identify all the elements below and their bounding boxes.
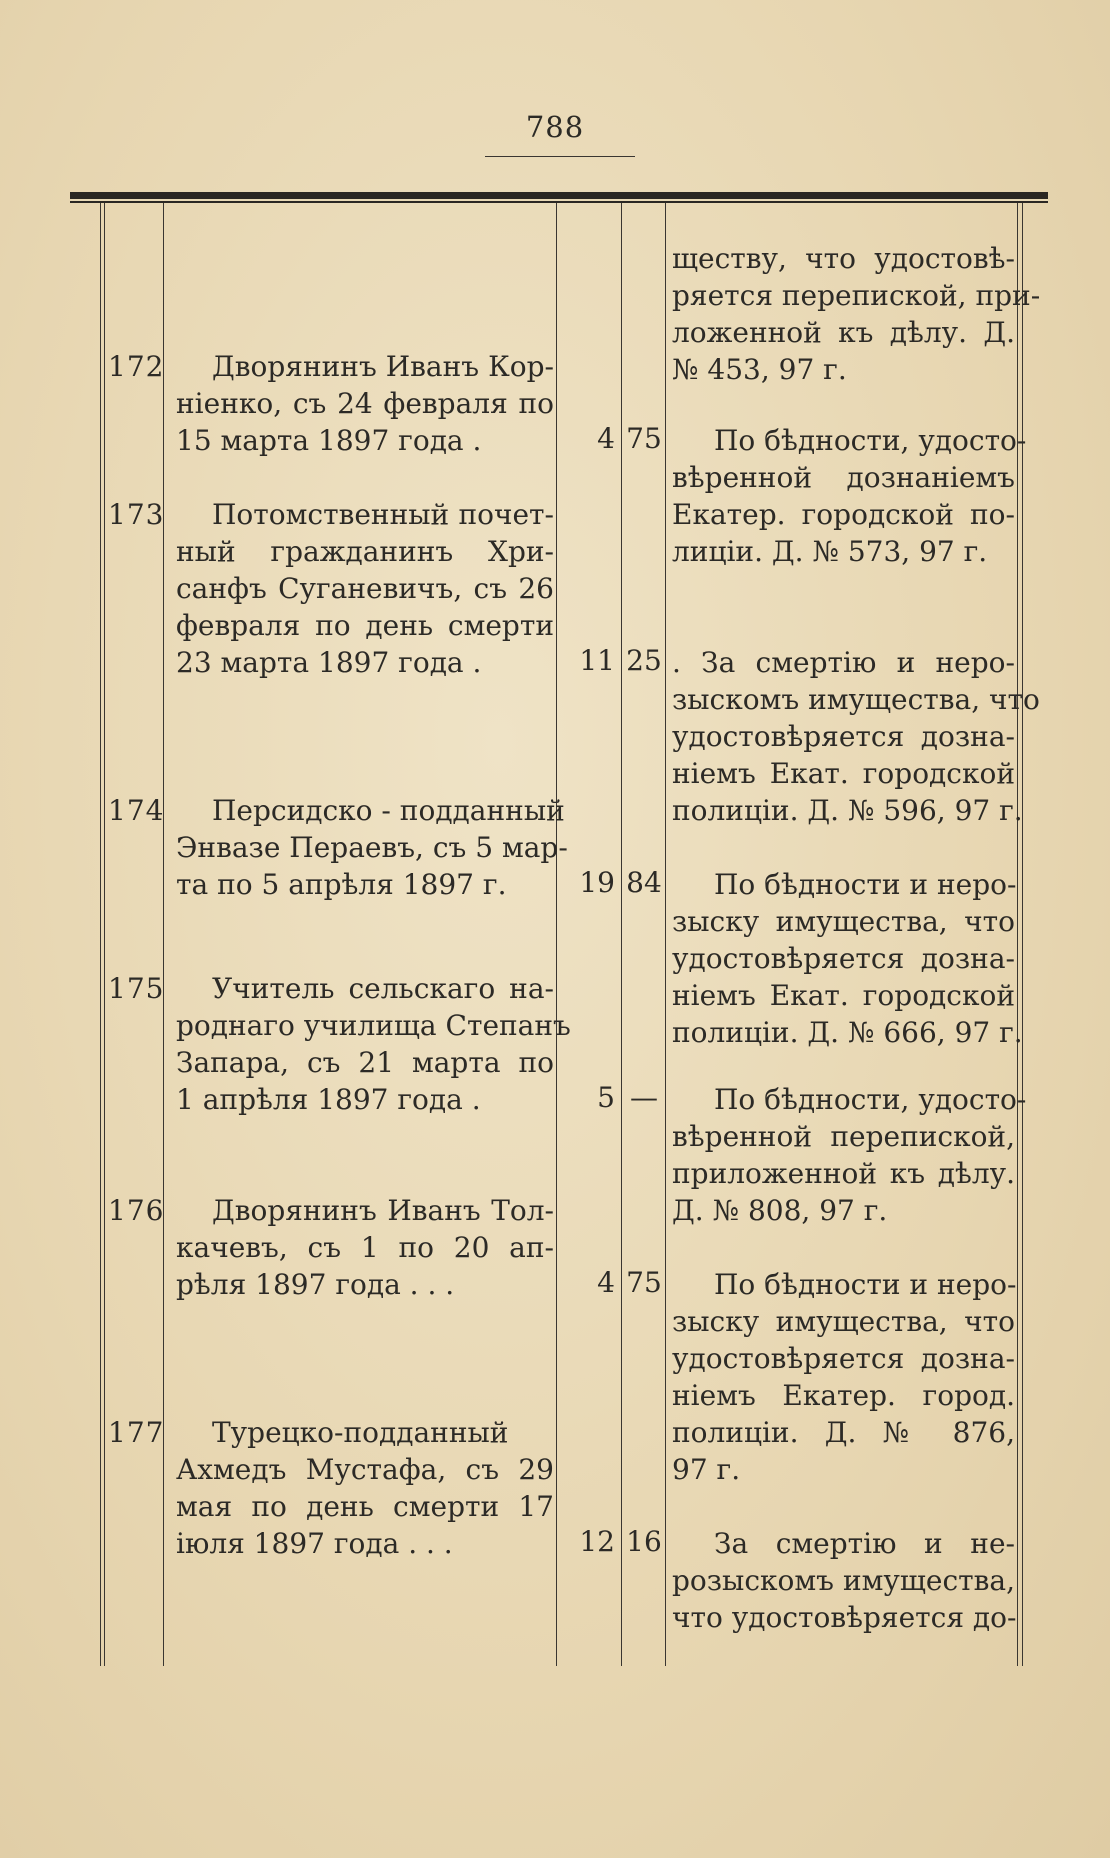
entry-number: 175 — [108, 972, 165, 1005]
note-line: № 453, 97 г. — [672, 353, 847, 386]
note-line: полиціи. Д. № 876, — [672, 1416, 1015, 1449]
note-line: вѣренной перепиской, — [672, 1120, 1015, 1153]
note-line: ложенной къ дѣлу. Д. — [672, 316, 1015, 349]
desc-line: Турецко-подданный — [212, 1416, 509, 1449]
entry-description — [176, 496, 554, 681]
column-rule-rub — [621, 203, 622, 1666]
note-line: зыску имущества, что — [672, 1305, 1015, 1338]
amount-kopecks: 84 — [626, 866, 662, 899]
entry-note — [672, 1081, 1027, 1229]
entry-description — [176, 1414, 554, 1562]
note-line: удостовѣряется дозна- — [672, 720, 1015, 753]
header-rule — [70, 192, 1048, 201]
note-line: . За смертію и неро- — [672, 646, 1015, 679]
entry-note — [672, 1525, 1015, 1636]
page-number-rule — [485, 156, 635, 157]
entry-description — [176, 792, 568, 903]
note-line: По бѣдности, удосто- — [714, 1083, 1027, 1116]
desc-line: Дворянинъ Иванъ Кор- — [212, 350, 554, 383]
entry-note — [672, 1266, 1015, 1488]
note-line: удостовѣряется дозна- — [672, 942, 1015, 975]
entry-number: 172 — [108, 350, 165, 383]
desc-line: Ахмедъ Мустафа, съ 29 — [176, 1453, 554, 1486]
desc-line: іюля 1897 года . . . — [176, 1527, 453, 1560]
desc-line: санфъ Суганевичъ, съ 26 — [176, 572, 554, 605]
desc-line: та по 5 апрѣля 1897 г. — [176, 868, 507, 901]
entry-description — [176, 348, 554, 459]
desc-line: 1 апрѣля 1897 года . — [176, 1083, 481, 1116]
page-number: 788 — [525, 110, 585, 144]
note-line: розыскомъ имущества, — [672, 1564, 1015, 1597]
note-line: Екатер. городской по- — [672, 498, 1015, 531]
desc-line: 15 марта 1897 года . — [176, 424, 482, 457]
amount-kopecks: 25 — [626, 644, 662, 677]
desc-line: Запара, съ 21 марта по — [176, 1046, 554, 1079]
amount-rubles: 11 — [579, 644, 615, 677]
entry-note — [672, 866, 1023, 1051]
note-line: За смертію и не- — [714, 1527, 1015, 1560]
amount-kopecks: 75 — [626, 1266, 662, 1299]
note-line: зыску имущества, что — [672, 905, 1015, 938]
note-line: ніемъ Екат. городской — [672, 757, 1015, 790]
entry-note — [672, 644, 1040, 829]
note-line: По бѣдности и неро- — [714, 868, 1017, 901]
amount-rubles: 12 — [579, 1525, 615, 1558]
entry-number: 173 — [108, 498, 165, 531]
amount-rubles: 5 — [597, 1081, 615, 1114]
note-line: лиціи. Д. № 573, 97 г. — [672, 535, 988, 568]
desc-line: ніенко, съ 24 февраля по — [176, 387, 554, 420]
entry-number: 174 — [108, 794, 165, 827]
entry-number: 176 — [108, 1194, 165, 1227]
note-line: ществу, что удостовѣ- — [672, 242, 1015, 275]
note-line: Д. № 808, 97 г. — [672, 1194, 888, 1227]
desc-line: рѣля 1897 года . . . — [176, 1268, 455, 1301]
header-rule-thin — [70, 201, 1048, 203]
desc-line: Потомственный почет- — [212, 498, 554, 531]
column-rule-kop — [665, 203, 666, 1666]
note-line: зыскомъ имущества, что — [672, 683, 1040, 716]
amount-rubles: 19 — [579, 866, 615, 899]
column-rule-left-outer — [100, 203, 101, 1666]
entry-description — [176, 970, 571, 1118]
desc-line: качевъ, съ 1 по 20 ап- — [176, 1231, 554, 1264]
note-line: что удостовѣряется до- — [672, 1601, 1017, 1634]
entry-description — [176, 1192, 554, 1303]
note-line: полиціи. Д. № 596, 97 г. — [672, 794, 1023, 827]
note-line: приложенной къ дѣлу. — [672, 1157, 1015, 1190]
desc-line: февраля по день смерти — [176, 609, 554, 642]
desc-line: Персидско - подданный — [212, 794, 565, 827]
desc-line: ный гражданинъ Хри- — [176, 535, 554, 568]
note-line: По бѣдности и неро- — [714, 1268, 1017, 1301]
amount-rubles: 4 — [597, 422, 615, 455]
amount-kopecks: 75 — [626, 422, 662, 455]
note-line: ряется перепиской, при- — [672, 279, 1041, 312]
entry-number: 177 — [108, 1416, 165, 1449]
desc-line: Энвазе Пераевъ, съ 5 мар- — [176, 831, 568, 864]
note-line: ніемъ Екат. городской — [672, 979, 1015, 1012]
amount-kopecks: — — [630, 1081, 658, 1114]
note-line: полиціи. Д. № 666, 97 г. — [672, 1016, 1023, 1049]
desc-line: Дворянинъ Иванъ Тол- — [212, 1194, 554, 1227]
entry-note — [672, 422, 1027, 570]
desc-line: роднаго училища Степанъ — [176, 1009, 571, 1042]
column-rule-left-inner — [104, 203, 105, 1666]
note-line: удостовѣряется дозна- — [672, 1342, 1015, 1375]
note-line: ніемъ Екатер. город. — [672, 1379, 1015, 1412]
desc-line: Учитель сельскаго на- — [212, 972, 554, 1005]
note-line: По бѣдности, удосто- — [714, 424, 1027, 457]
desc-line: 23 марта 1897 года . — [176, 646, 482, 679]
amount-rubles: 4 — [597, 1266, 615, 1299]
note-line: вѣренной дознаніемъ — [672, 461, 1015, 494]
amount-kopecks: 16 — [626, 1525, 662, 1558]
note-line: 97 г. — [672, 1453, 741, 1486]
carryover-note — [672, 240, 1041, 388]
desc-line: мая по день смерти 17 — [176, 1490, 554, 1523]
